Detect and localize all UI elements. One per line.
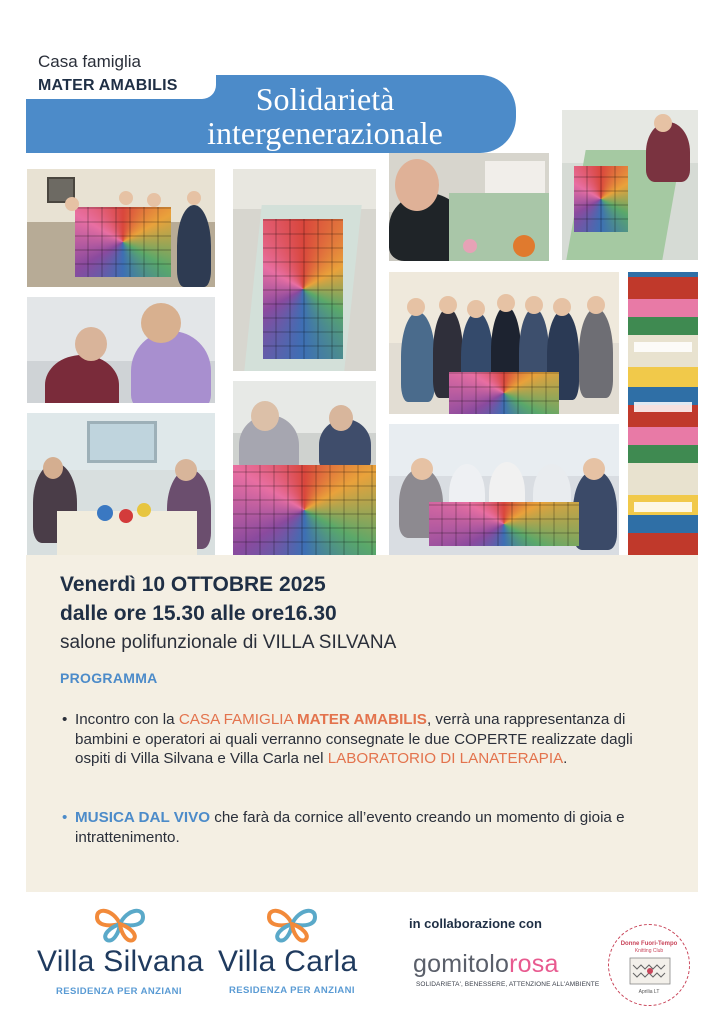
- villa-silvana-logo-name: Villa Silvana: [37, 945, 204, 978]
- event-venue: salone polifunzionale di VILLA SILVANA: [60, 632, 397, 653]
- knitting-pattern-icon: [629, 957, 671, 985]
- bullet-dot: •: [62, 711, 68, 728]
- page-title: [140, 82, 510, 150]
- photo-large-group: [389, 272, 619, 414]
- villa-carla-butterfly-icon: [265, 905, 319, 943]
- item1-mater-amabilis: MATER AMABILIS: [297, 711, 427, 728]
- gomitolorosa-tagline: SOLIDARIETA', BENESSERE, ATTENZIONE ALL'AMBIENTE: [416, 981, 600, 988]
- photo-knitted-strip-gomitolorosa: [628, 272, 698, 555]
- event-date: Venerdì 10 OTTOBRE 2025: [60, 573, 326, 596]
- photo-crochet-squares-table: [233, 169, 376, 371]
- photo-woman-crocheting-closeup: [389, 153, 549, 261]
- collaboration-label: in collaborazione con: [409, 916, 542, 931]
- item2-text: che farà da cornice all’evento creando un momento di gioia e intrattenimento.: [75, 809, 625, 846]
- item1-text-c: .: [563, 750, 568, 767]
- gomitolo-text: gomitolo: [413, 950, 510, 978]
- villa-silvana-logo-sub: RESIDENZA PER ANZIANI: [56, 986, 182, 997]
- item1-text-a: Incontro con la: [75, 711, 179, 728]
- villa-silvana-butterfly-icon: [93, 905, 147, 943]
- program-heading: PROGRAMMA: [60, 670, 158, 686]
- photo-residents-around-blanket: [389, 424, 619, 555]
- photo-residents-arranging-squares: [233, 381, 376, 555]
- item1-laboratorio: LABORATORIO DI LANATERAPIA: [327, 750, 564, 767]
- photo-squares-on-green-table: [562, 110, 698, 260]
- photo-woman-knitting: [27, 297, 215, 403]
- event-time: dalle ore 15.30 alle ore16.30: [60, 602, 337, 625]
- title-line-1: Solidarietà: [255, 81, 395, 117]
- photo-table-with-yarn: [27, 413, 215, 555]
- villa-carla-logo-name: Villa Carla: [218, 945, 358, 978]
- rosa-text: rosa: [509, 950, 559, 978]
- header-org-name: MATER AMABILIS: [38, 77, 178, 94]
- title-line-2: intergenerazionale: [207, 115, 443, 151]
- program-item-1: [62, 710, 662, 769]
- stamp-location: Aprilia LT: [638, 989, 660, 995]
- item1-text-b: , verrà una rappresentanza di bambini e operatori ai quali verranno consegnate le due COPERTE realizzate dagli ospiti di Villa Silvana e Villa Carla nel: [75, 711, 633, 767]
- program-item-2: [62, 808, 662, 847]
- stamp-club-name: Donne Fuori-Tempo: [620, 941, 678, 947]
- bullet-dot: •: [62, 809, 68, 826]
- gomitolorosa-logo: [413, 950, 559, 979]
- item2-musica-dal-vivo: MUSICA DAL VIVO: [75, 809, 211, 826]
- photo-group-holding-blanket: [27, 169, 215, 287]
- stamp-club-type: Knitting Club: [634, 948, 664, 954]
- villa-carla-logo-sub: RESIDENZA PER ANZIANI: [229, 985, 355, 996]
- knitting-club-stamp: [608, 924, 690, 1006]
- item1-casa-famiglia: CASA FAMIGLIA: [178, 711, 298, 728]
- header-subtitle: Casa famiglia: [38, 52, 141, 71]
